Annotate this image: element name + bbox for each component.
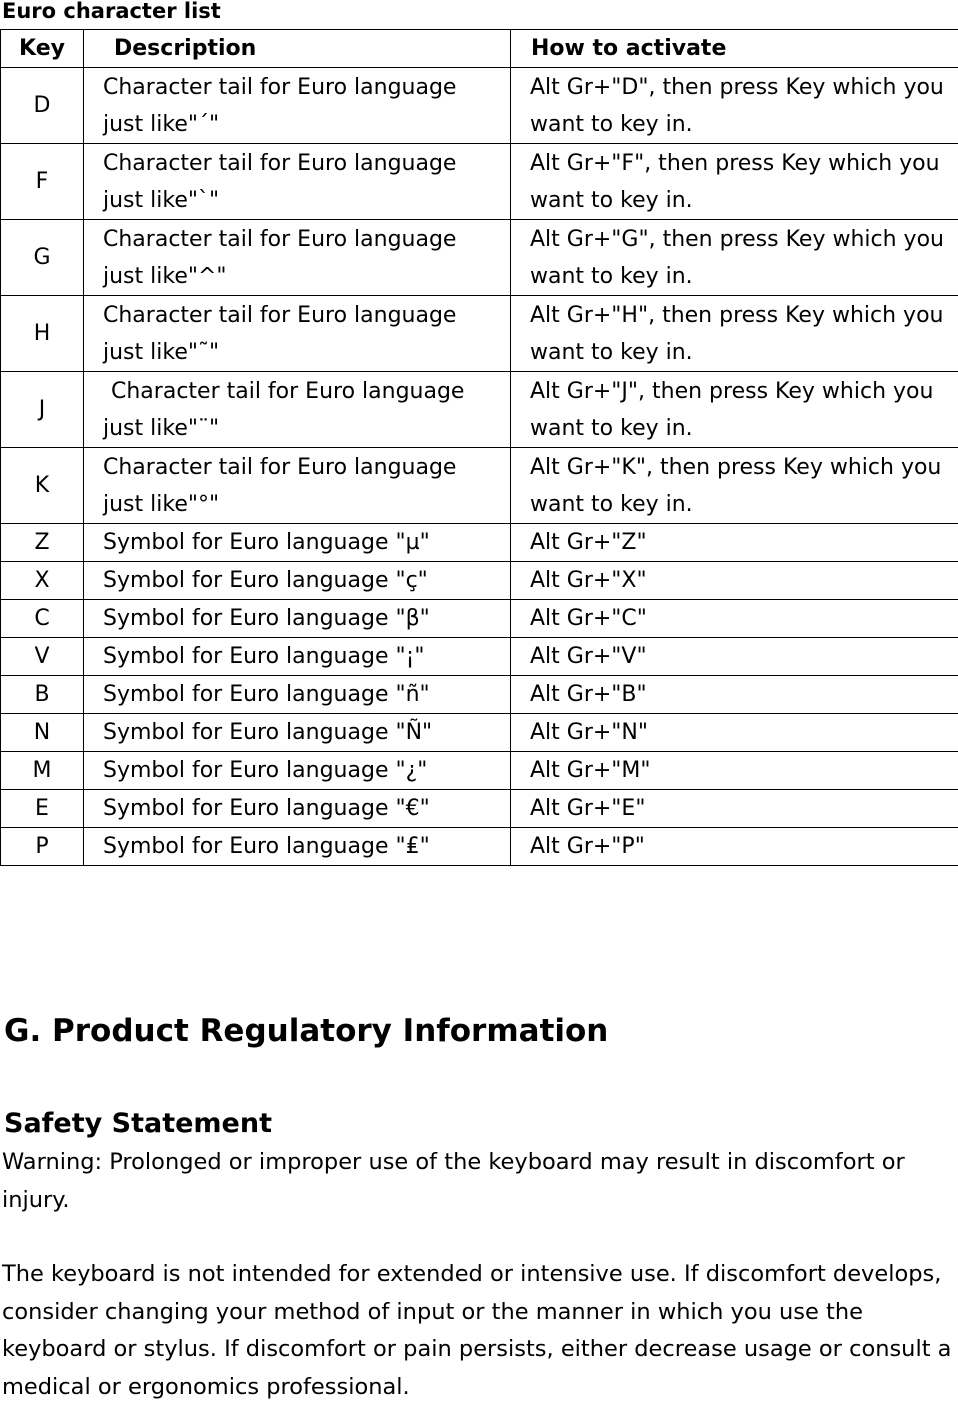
table-row	[1, 676, 958, 714]
key-cell: E	[1, 790, 84, 828]
table-row	[1, 752, 958, 790]
activation-cell: Alt Gr+"X"	[511, 562, 958, 600]
description-cell: Symbol for Euro language "β"	[84, 600, 511, 638]
description-line: Character tail for Euro language	[103, 145, 510, 182]
activation-line: Alt Gr+"J", then press Key which you	[530, 373, 958, 410]
key-cell: X	[1, 562, 84, 600]
key-cell: H	[1, 296, 84, 372]
description-line: Character tail for Euro language	[103, 221, 510, 258]
activation-cell	[511, 372, 958, 448]
section-title: G. Product Regulatory Information	[4, 1012, 608, 1050]
description-cell: Symbol for Euro language "µ"	[84, 524, 511, 562]
activation-line: want to key in.	[530, 334, 958, 371]
key-cell: Z	[1, 524, 84, 562]
description-cell	[84, 220, 511, 296]
description-line: just like"^"	[103, 258, 510, 295]
key-cell: N	[1, 714, 84, 752]
description-cell: Symbol for Euro language "ñ"	[84, 676, 511, 714]
description-line: just like"°"	[103, 486, 510, 523]
table-row	[1, 714, 958, 752]
column-header-key: Key	[1, 30, 84, 68]
table-row	[1, 790, 958, 828]
table-header-row	[1, 30, 958, 68]
column-header-how-to-activate: How to activate	[511, 30, 958, 68]
activation-cell	[511, 220, 958, 296]
activation-cell: Alt Gr+"V"	[511, 638, 958, 676]
activation-cell: Alt Gr+"E"	[511, 790, 958, 828]
description-line: just like"´"	[103, 106, 510, 143]
description-line: just like"¨"	[103, 410, 510, 447]
activation-line: Alt Gr+"D", then press Key which you	[530, 69, 958, 106]
activation-line: Alt Gr+"F", then press Key which you	[530, 145, 958, 182]
key-cell: C	[1, 600, 84, 638]
description-line: Character tail for Euro language	[103, 449, 510, 486]
description-cell	[84, 372, 511, 448]
description-cell: Symbol for Euro language "Ñ"	[84, 714, 511, 752]
table-row	[1, 448, 958, 524]
activation-line: want to key in.	[530, 486, 958, 523]
description-cell	[84, 144, 511, 220]
table-row	[1, 828, 958, 866]
activation-cell: Alt Gr+"C"	[511, 600, 958, 638]
activation-cell	[511, 68, 958, 144]
table-row	[1, 372, 958, 448]
description-cell: Symbol for Euro language "ç"	[84, 562, 511, 600]
activation-line: want to key in.	[530, 258, 958, 295]
key-cell: B	[1, 676, 84, 714]
activation-cell: Alt Gr+"Z"	[511, 524, 958, 562]
warning-paragraph: Warning: Prolonged or improper use of the keyboard may result in discomfort or injury.	[2, 1144, 952, 1219]
key-cell: J	[1, 372, 84, 448]
key-cell: V	[1, 638, 84, 676]
key-cell: P	[1, 828, 84, 866]
description-line: Character tail for Euro language	[103, 373, 510, 410]
description-cell: Symbol for Euro language "€"	[84, 790, 511, 828]
description-line: Character tail for Euro language	[103, 69, 510, 106]
activation-cell: Alt Gr+"M"	[511, 752, 958, 790]
description-cell: Symbol for Euro language "¿"	[84, 752, 511, 790]
activation-line: Alt Gr+"G", then press Key which you	[530, 221, 958, 258]
discomfort-paragraph: The keyboard is not intended for extended or intensive use. If discomfort develops, consider changing your method of input or the manner in which you use the keyboard or stylus. If discomfort or pain persists, either decrease usage or consult a medical or ergonomics professional.	[2, 1256, 952, 1406]
table-row	[1, 220, 958, 296]
activation-line: Alt Gr+"H", then press Key which you	[530, 297, 958, 334]
euro-character-table	[0, 29, 958, 866]
activation-cell	[511, 296, 958, 372]
description-line: Character tail for Euro language	[103, 297, 510, 334]
key-cell: K	[1, 448, 84, 524]
activation-cell	[511, 144, 958, 220]
description-cell	[84, 448, 511, 524]
table-row	[1, 524, 958, 562]
description-cell: Symbol for Euro language "₤"	[84, 828, 511, 866]
table-row	[1, 296, 958, 372]
table-row	[1, 562, 958, 600]
activation-line: want to key in.	[530, 106, 958, 143]
description-cell	[84, 296, 511, 372]
activation-cell: Alt Gr+"N"	[511, 714, 958, 752]
key-cell: F	[1, 144, 84, 220]
activation-line: want to key in.	[530, 410, 958, 447]
description-line: just like"˜"	[103, 334, 510, 371]
activation-cell: Alt Gr+"B"	[511, 676, 958, 714]
activation-cell	[511, 448, 958, 524]
activation-line: want to key in.	[530, 182, 958, 219]
column-header-description: Description	[84, 30, 511, 68]
description-cell	[84, 68, 511, 144]
key-cell: G	[1, 220, 84, 296]
key-cell: D	[1, 68, 84, 144]
activation-cell: Alt Gr+"P"	[511, 828, 958, 866]
description-line: just like"`"	[103, 182, 510, 219]
safety-statement-heading: Safety Statement	[4, 1107, 272, 1141]
table-row	[1, 638, 958, 676]
table-row	[1, 600, 958, 638]
activation-line: Alt Gr+"K", then press Key which you	[530, 449, 958, 486]
description-cell: Symbol for Euro language "¡"	[84, 638, 511, 676]
table-row	[1, 68, 958, 144]
table-caption: Euro character list	[2, 0, 221, 24]
key-cell: M	[1, 752, 84, 790]
table-row	[1, 144, 958, 220]
